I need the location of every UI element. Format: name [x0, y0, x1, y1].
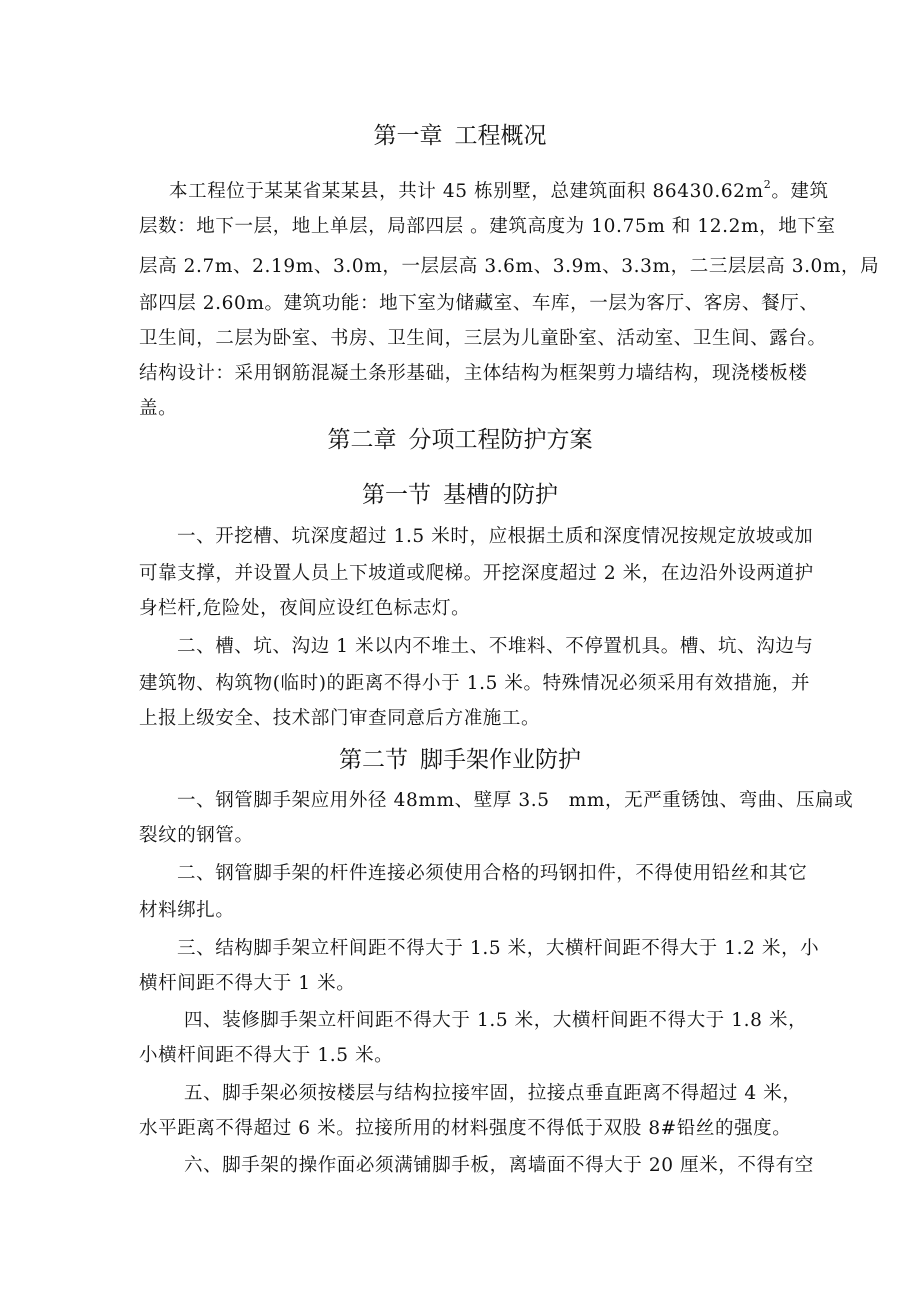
paragraph-line: 二、槽、坑、沟边 1 米以内不堆土、不堆料、不停置机具。槽、坑、沟边与: [177, 636, 814, 657]
paragraph-line: 六、脚手架的操作面必须满铺脚手板，离墙面不得大于 20 厘米，不得有空: [184, 1155, 814, 1176]
paragraph-line: 一、钢管脚手架应用外径 48mm、壁厚 3.5 mm，无严重锈蚀、弯曲、压扁或: [177, 790, 854, 811]
paragraph-line: 横杆间距不得大于 1 米。: [139, 973, 356, 994]
paragraph-line: 盖。: [139, 398, 178, 419]
paragraph-line: 结构设计：采用钢筋混凝土条形基础，主体结构为框架剪力墙结构，现浇楼板楼: [139, 363, 808, 384]
paragraph-line: 层数：地下一层，地上单层，局部四层 。建筑高度为 10.75m 和 12.2m，地下室: [139, 216, 836, 237]
paragraph-line: 一、开挖槽、坑深度超过 1.5 米时，应根据土质和深度情况按规定放坡或加: [177, 526, 814, 547]
paragraph-line: 建筑物、构筑物(临时)的距离不得小于 1.5 米。特殊情况必须采用有效措施，并: [139, 673, 811, 694]
chapter-2-title: 第二章 分项工程防护方案: [327, 427, 593, 453]
section-1-title: 第一节 基槽的防护: [362, 482, 558, 508]
paragraph-line: 三、结构脚手架立杆间距不得大于 1.5 米，大横杆间距不得大于 1.2 米，小: [177, 938, 820, 959]
paragraph-line: 裂纹的钢管。: [139, 825, 254, 846]
chapter-1-title: 第一章 工程概况: [373, 123, 547, 149]
paragraph-line: 材料绑扎。: [139, 900, 235, 921]
paragraph-line: 上报上级安全、技术部门审查同意后方准施工。: [139, 708, 541, 729]
paragraph-line: 水平距离不得超过 6 米。拉接所用的材料强度不得低于双股 8#铅丝的强度。: [139, 1118, 792, 1139]
section-2-title: 第二节 脚手架作业防护: [339, 747, 581, 773]
paragraph-line: 身栏杆,危险处，夜间应设红色标志灯。: [139, 598, 471, 619]
paragraph-line: 二、钢管脚手架的杆件连接必须使用合格的玛钢扣件，不得使用铅丝和其它: [177, 863, 808, 884]
paragraph-line: 五、脚手架必须按楼层与结构拉接牢固，拉接点垂直距离不得超过 4 米，: [184, 1083, 802, 1104]
paragraph-line: 四、装修脚手架立杆间距不得大于 1.5 米，大横杆间距不得大于 1.8 米，: [184, 1010, 808, 1031]
paragraph-line: 部四层 2.60m。建筑功能：地下室为储藏室、车库，一层为客厅、客房、餐厅、: [139, 293, 819, 314]
paragraph-line: 小横杆间距不得大于 1.5 米。: [139, 1045, 394, 1066]
paragraph-line: 可靠支撑，并设置人员上下坡道或爬梯。开挖深度超过 2 米，在边沿外设两道护: [139, 563, 814, 584]
paragraph-line: 层高 2.7m、2.19m、3.0m，一层层高 3.6m、3.9m、3.3m，二三层层高 3.0m，局: [139, 256, 880, 277]
paragraph-line: 卫生间，二层为卧室、书房、卫生间，三层为儿童卧室、活动室、卫生间、露台。: [139, 328, 827, 349]
paragraph-line: 本工程位于某某省某某县，共计 45 栋别墅，总建筑面积 $86430.62m^2$。建筑: [169, 178, 829, 203]
